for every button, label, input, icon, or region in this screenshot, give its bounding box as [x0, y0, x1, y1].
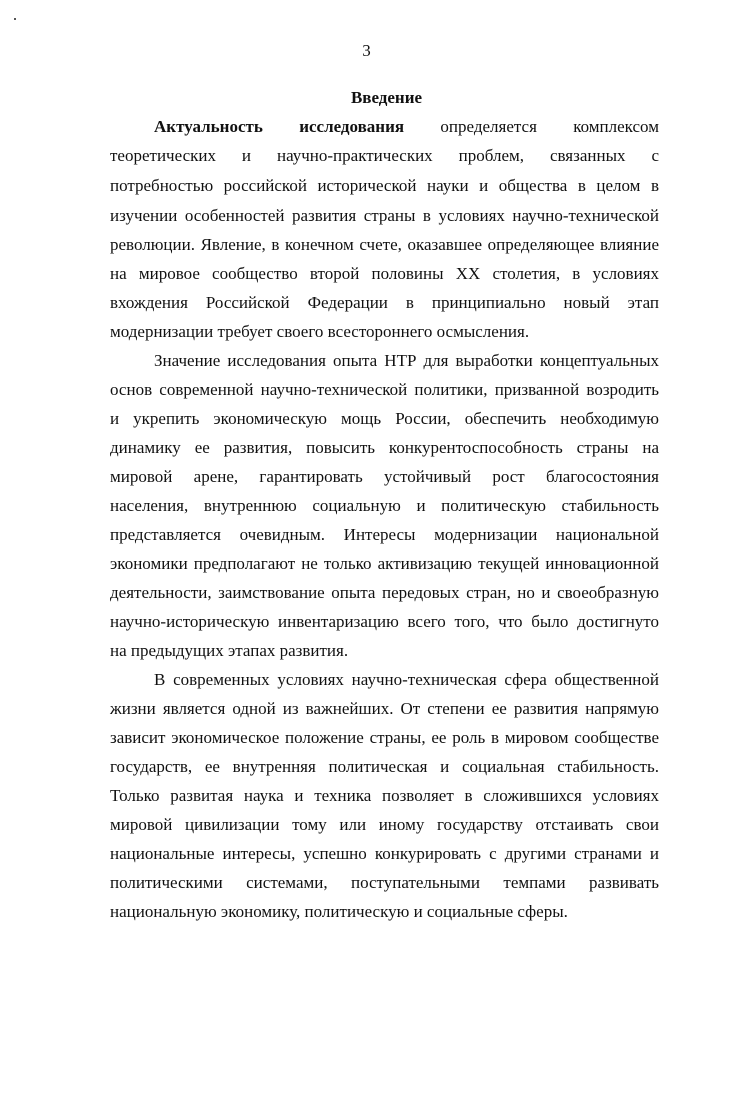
paragraph-2-line-8: экономики предполагают не только активизацию текущей инновационной: [110, 554, 659, 573]
paragraph-3-line-4: государств, ее внутренняя политическая и социальная стабильность.: [110, 757, 659, 776]
scan-artifact: [14, 18, 16, 20]
paragraph-1-line-8: модернизации требует своего всестороннего осмысления.: [110, 322, 530, 341]
paragraph-1-line-3: потребностью российской исторической науки и общества в целом в: [110, 176, 659, 195]
paragraph-3-line-3: зависит экономическое положение страны, ее роль в мировом сообществе: [110, 728, 659, 747]
paragraph-2-line-3: и укрепить экономическую мощь России, обеспечить необходимую: [110, 409, 659, 428]
paragraph-1-line-5: революции. Явление, в конечном счете, оказавшее определяющее влияние: [110, 235, 659, 254]
paragraph-2-line-9: деятельности, заимствование опыта передовых стран, но и своеобразную: [110, 583, 659, 602]
paragraph-1-line-1: [154, 117, 659, 137]
paragraph-2-line-7: представляется очевидным. Интересы модернизации национальной: [110, 525, 659, 544]
paragraph-2-line-6: населения, внутреннюю социальную и политическую стабильность: [110, 496, 659, 515]
paragraph-2-line-1: Значение исследования опыта НТР для выработки концептуальных: [154, 351, 659, 370]
paragraph-3-line-8: политическими системами, поступательными темпами развивать: [110, 873, 659, 892]
paragraph-1-line-4: изучении особенностей развития страны в условиях научно-технической: [110, 206, 659, 225]
paragraph-2-line-4: динамику ее развития, повысить конкурентоспособность страны на: [110, 438, 659, 457]
paragraph-2-line-11: на предыдущих этапах развития.: [110, 641, 349, 660]
paragraph-3-line-2: жизни является одной из важнейших. От степени ее развития напрямую: [110, 699, 659, 718]
paragraph-2-line-2: основ современной научно-технической политики, призванной возродить: [110, 380, 659, 399]
bold-term-2: исследования: [299, 117, 405, 136]
line-text: определяется комплексом: [440, 117, 659, 136]
bold-term-1: Актуальность: [154, 117, 263, 136]
paragraph-3-line-6: мировой цивилизации тому или иному государству отстаивать свои: [110, 815, 659, 834]
paragraph-3-line-5: Только развитая наука и техника позволяет в сложившихся условиях: [110, 786, 659, 805]
paragraph-2-line-5: мировой арене, гарантировать устойчивый рост благосостояния: [110, 467, 659, 486]
paragraph-3-line-7: национальные интересы, успешно конкурировать с другими странами и: [110, 844, 659, 863]
paragraph-1-line-6: на мировое сообщество второй половины XX столетия, в условиях: [110, 264, 659, 283]
page-number: 3: [362, 41, 371, 60]
paragraph-1-line-7: вхождения Российской Федерации в принципиально новый этап: [110, 293, 659, 312]
paragraph-3-line-1: В современных условиях научно-техническая сфера общественной: [154, 670, 659, 689]
section-heading: Введение: [350, 88, 423, 107]
paragraph-3-line-9: национальную экономику, политическую и социальные сферы.: [110, 902, 568, 921]
paragraph-1-line-2: теоретических и научно-практических проблем, связанных с: [110, 146, 659, 165]
paragraph-2-line-10: научно-историческую инвентаризацию всего того, что было достигнуто: [110, 612, 659, 631]
